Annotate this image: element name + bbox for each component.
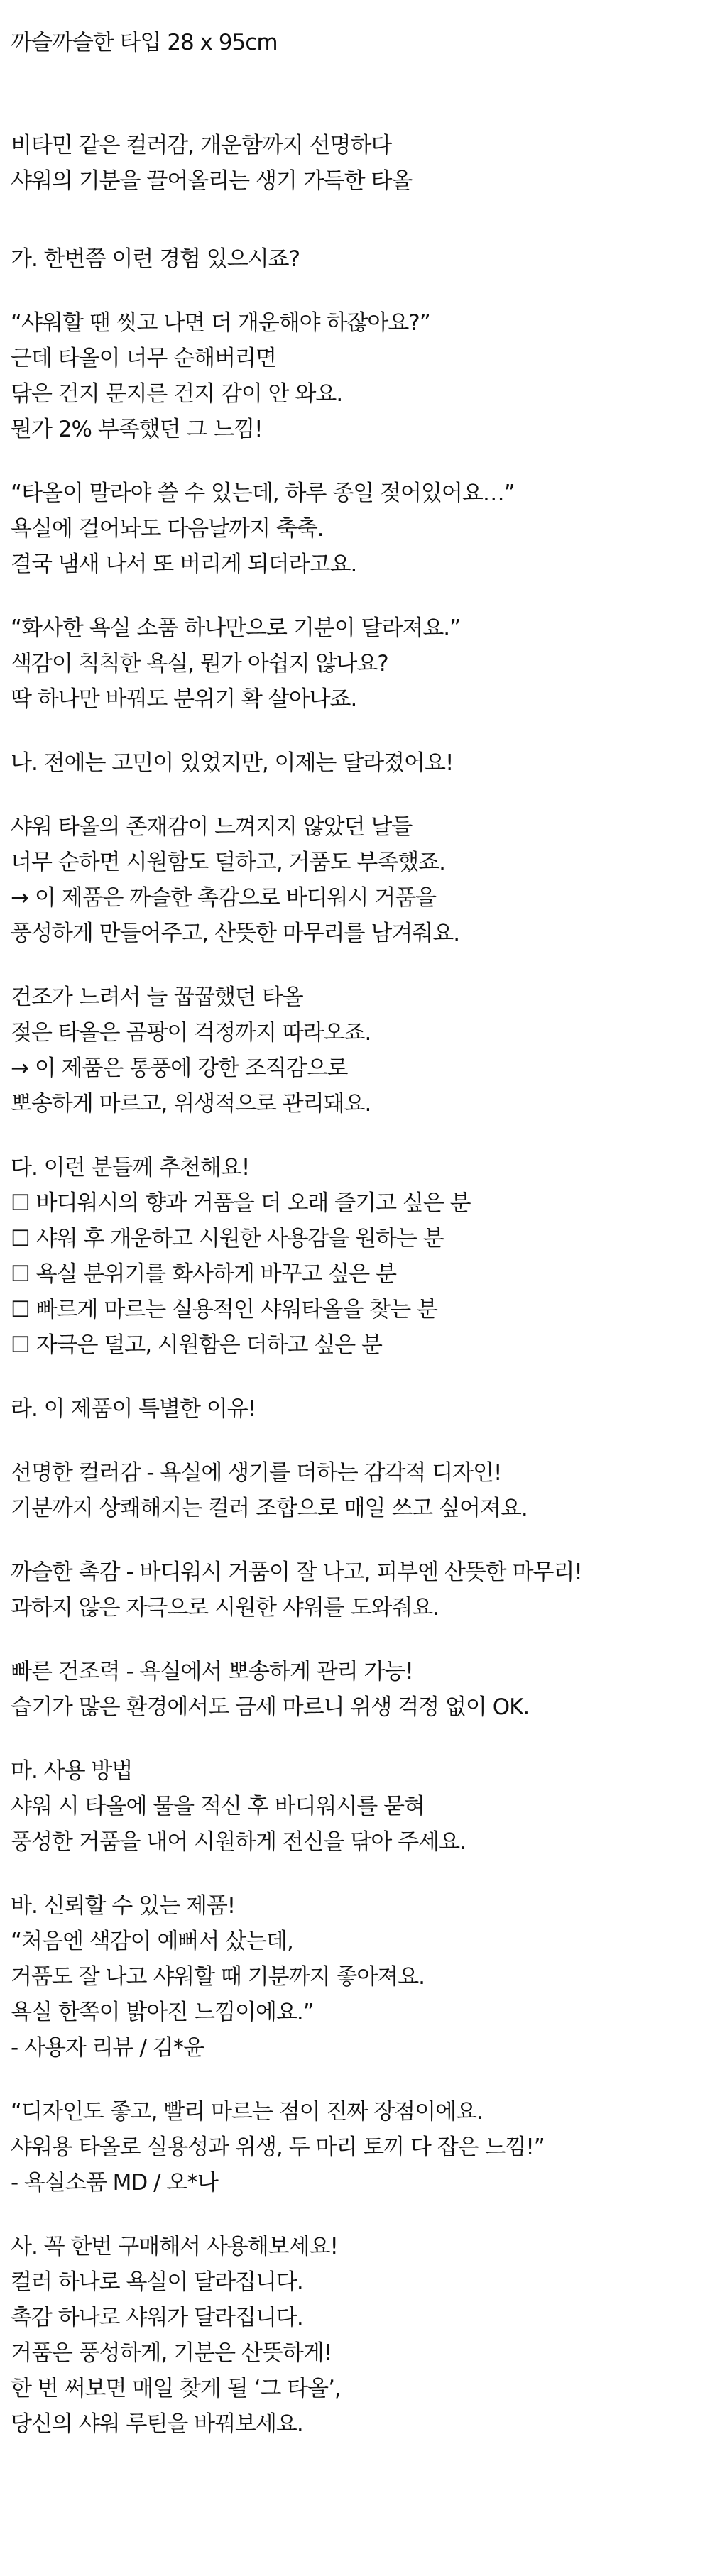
closing-line: 당신의 샤워 루틴을 바꿔보세요. [11, 2411, 303, 2437]
closing-line: 촉감 하나로 샤워가 달라집니다. [11, 2305, 303, 2330]
review-attribution: - 욕실소품 MD / 오*나 [11, 2170, 218, 2196]
body-line: 풍성한 거품을 내어 시원하게 전신을 닦아 주세요. [11, 1829, 466, 1855]
body-line: 욕실에 걸어놔도 다음날까지 축축. [11, 516, 324, 542]
quote-line: “타올이 말라야 쓸 수 있는데, 하루 종일 젖어있어요…” [11, 481, 515, 506]
section-heading-da: 다. 이런 분들께 추천해요! [11, 1155, 250, 1180]
feature-line: 선명한 컬러감 - 욕실에 생기를 더하는 감각적 디자인! [11, 1460, 502, 1486]
intro-line: 비타민 같은 컬러감, 개운함까지 선명하다 [11, 133, 392, 158]
body-line: 색감이 칙칙한 욕실, 뭔가 아쉽지 않나요? [11, 651, 388, 676]
body-line: 젖은 타올은 곰팡이 걱정까지 따라오죠. [11, 1020, 371, 1046]
body-line: 딱 하나만 바꿔도 분위기 확 살아나죠. [11, 686, 357, 712]
review-line: 샤워용 타올로 실용성과 위생, 두 마리 토끼 다 잡은 느낌!” [11, 2134, 545, 2160]
arrow-line: → 이 제품은 까슬한 촉감으로 바디워시 거품을 [11, 885, 437, 911]
review-attribution: - 사용자 리뷰 / 김*윤 [11, 2035, 204, 2061]
review-line: “디자인도 좋고, 빨리 마르는 점이 진짜 장점이에요. [11, 2099, 483, 2125]
feature-line: 까슬한 촉감 - 바디워시 거품이 잘 나고, 피부엔 산뜻한 마무리! [11, 1560, 582, 1585]
body-line: 닦은 건지 문지른 건지 감이 안 와요. [11, 381, 343, 407]
checklist-item: ☐ 욕실 분위기를 화사하게 바꾸고 싶은 분 [11, 1261, 397, 1287]
quote-line: “샤워할 땐 씻고 나면 더 개운해야 하잖아요?” [11, 310, 430, 336]
product-title: 까슬까슬한 타입 28 x 95cm [11, 30, 278, 55]
review-line: 거품도 잘 나고 샤워할 때 기분까지 좋아져요. [11, 1964, 425, 1990]
section-heading-sa: 사. 꼭 한번 구매해서 사용해보세요! [11, 2234, 338, 2259]
section-heading-ba: 바. 신뢰할 수 있는 제품! [11, 1893, 236, 1919]
body-line: 풍성하게 만들어주고, 산뜻한 마무리를 남겨줘요. [11, 921, 460, 946]
body-line: 습기가 많은 환경에서도 금세 마르니 위생 걱정 없이 OK. [11, 1694, 530, 1720]
review-line: “처음엔 색감이 예뻐서 샀는데, [11, 1929, 293, 1954]
arrow-line: → 이 제품은 통풍에 강한 조직감으로 [11, 1056, 348, 1081]
section-heading-na: 나. 전에는 고민이 있었지만, 이제는 달라졌어요! [11, 750, 454, 776]
section-heading-ga: 가. 한번쯤 이런 경험 있으시죠? [11, 246, 300, 272]
closing-line: 한 번 써보면 매일 찾게 될 ‘그 타올’, [11, 2376, 341, 2401]
body-line: 결국 냄새 나서 또 버리게 되더라고요. [11, 552, 357, 577]
body-line: 뭔가 2% 부족했던 그 느낌! [11, 417, 263, 442]
body-line: 기분까지 상쾌해지는 컬러 조합으로 매일 쓰고 싶어져요. [11, 1496, 528, 1521]
body-line: 근데 타올이 너무 순해버리면 [11, 346, 276, 371]
review-line: 욕실 한쪽이 밝아진 느낌이에요.” [11, 2000, 314, 2025]
intro-line: 샤워의 기분을 끌어올리는 생기 가득한 타올 [11, 168, 413, 194]
checklist-item: ☐ 샤워 후 개운하고 시원한 사용감을 원하는 분 [11, 1226, 444, 1251]
checklist-item: ☐ 빠르게 마르는 실용적인 샤워타올을 찾는 분 [11, 1297, 437, 1322]
body-line: 샤워 타올의 존재감이 느껴지지 않았던 날들 [11, 814, 413, 840]
checklist-item: ☐ 바디워시의 향과 거품을 더 오래 즐기고 싶은 분 [11, 1190, 471, 1216]
body-line: 뽀송하게 마르고, 위생적으로 관리돼요. [11, 1091, 371, 1117]
quote-line: “화사한 욕실 소품 하나만으로 기분이 달라져요.” [11, 615, 461, 641]
body-line: 너무 순하면 시원함도 덜하고, 거품도 부족했죠. [11, 850, 445, 875]
feature-line: 빠른 건조력 - 욕실에서 뽀송하게 관리 가능! [11, 1659, 413, 1684]
section-heading-ma: 마. 사용 방법 [11, 1758, 133, 1784]
section-heading-ra: 라. 이 제품이 특별한 이유! [11, 1396, 256, 1422]
closing-line: 거품은 풍성하게, 기분은 산뜻하게! [11, 2340, 332, 2366]
checklist-item: ☐ 자극은 덜고, 시원함은 더하고 싶은 분 [11, 1332, 382, 1358]
body-line: 과하지 않은 자극으로 시원한 샤워를 도와줘요. [11, 1595, 439, 1621]
body-line: 샤워 시 타올에 물을 적신 후 바디워시를 묻혀 [11, 1794, 425, 1819]
closing-line: 컬러 하나로 욕실이 달라집니다. [11, 2269, 303, 2295]
body-line: 건조가 느려서 늘 꿉꿉했던 타올 [11, 985, 303, 1010]
